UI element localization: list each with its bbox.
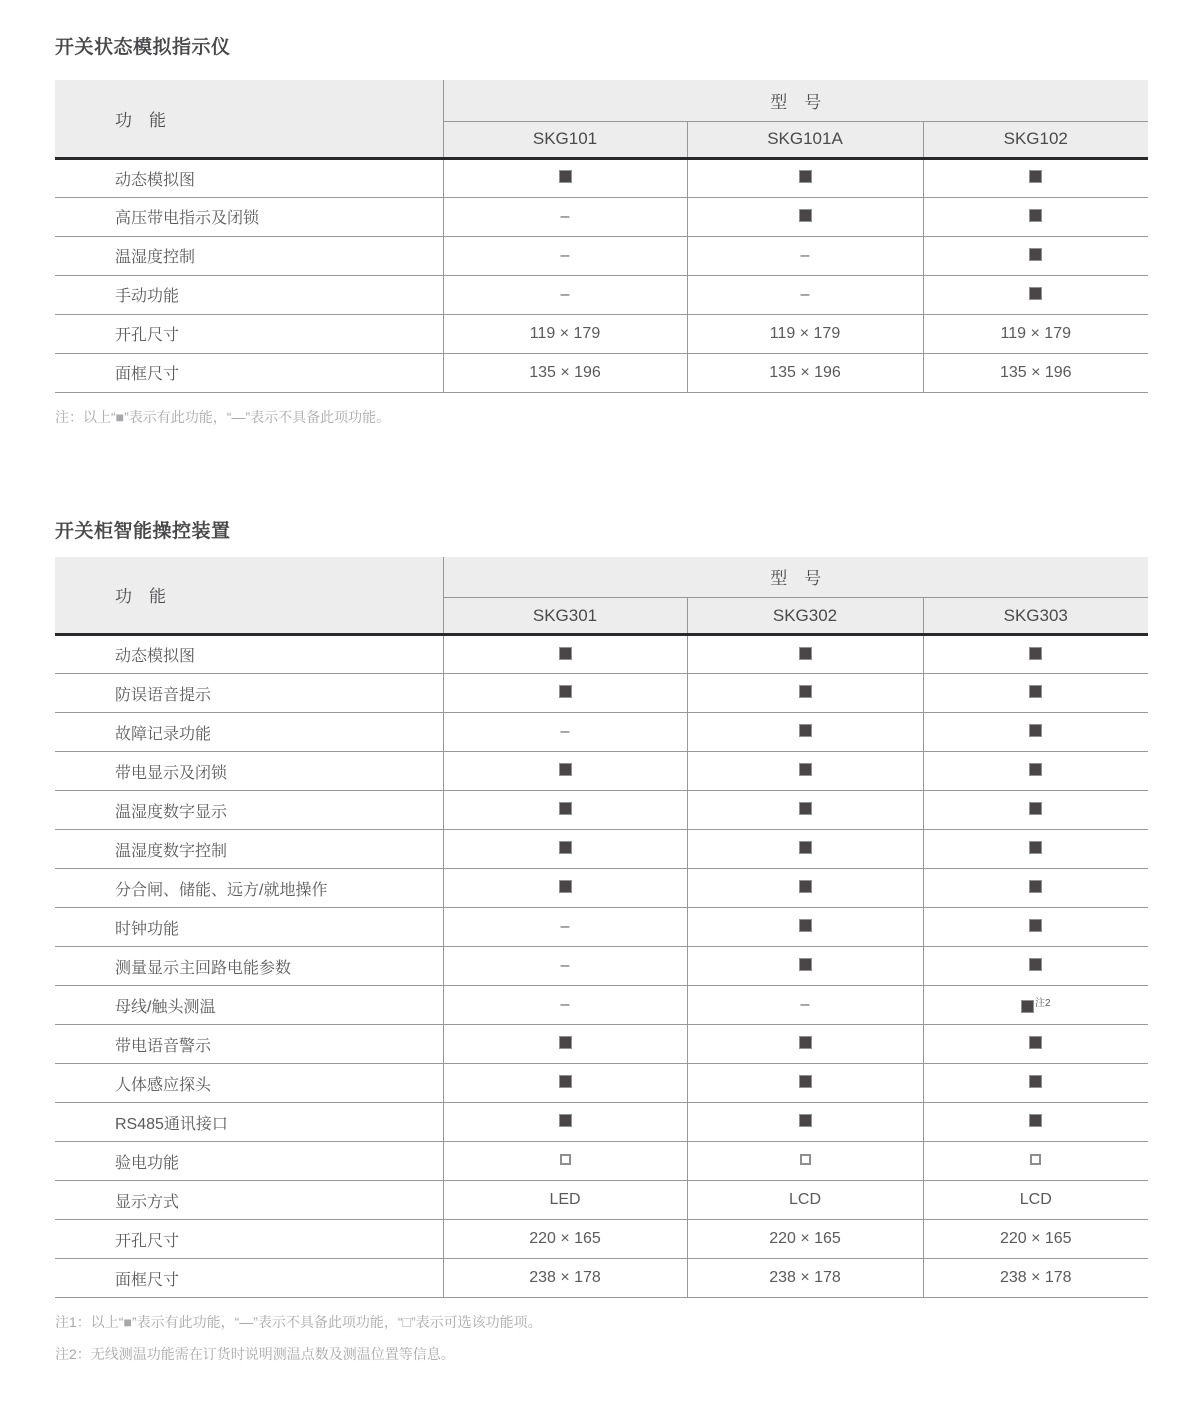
table-row: [55, 236, 1148, 275]
filled-square-icon: [1029, 880, 1042, 893]
feature-cell-text: 220 × 165: [443, 1220, 687, 1259]
feature-cell: [687, 1103, 923, 1142]
table-row: [55, 947, 1148, 986]
feature-cell-text: 220 × 165: [923, 1220, 1148, 1259]
feature-cell-dash: –: [687, 236, 923, 275]
feature-cell: [687, 635, 923, 674]
feature-cell-dash: –: [687, 275, 923, 314]
row-label: 温湿度控制: [55, 236, 443, 275]
feature-cell: [443, 158, 687, 197]
filled-square-icon: [1029, 958, 1042, 971]
feature-cell-dash: –: [443, 275, 687, 314]
filled-square-icon: [559, 685, 572, 698]
feature-cell: [923, 947, 1148, 986]
model-header-skg101a: SKG101A: [687, 121, 923, 158]
row-label: 验电功能: [55, 1142, 443, 1181]
row-label: 面框尺寸: [55, 353, 443, 392]
filled-square-icon: [799, 763, 812, 776]
filled-square-icon: [1029, 1114, 1042, 1127]
filled-square-icon: [799, 685, 812, 698]
feature-cell-text: 238 × 178: [923, 1259, 1148, 1298]
filled-square-icon: [559, 170, 572, 183]
feature-cell-dash: –: [687, 986, 923, 1025]
filled-square-icon: [559, 647, 572, 660]
open-square-icon: [1030, 1154, 1041, 1165]
filled-square-icon: [1029, 1036, 1042, 1049]
feature-cell: [923, 752, 1148, 791]
feature-cell: [443, 830, 687, 869]
filled-square-icon: [1021, 1000, 1034, 1013]
feature-cell: [443, 752, 687, 791]
filled-square-icon: [799, 170, 812, 183]
filled-square-icon: [559, 763, 572, 776]
table-row: [55, 830, 1148, 869]
model-group-header: 型 号: [443, 80, 1148, 121]
row-label: 高压带电指示及闭锁: [55, 197, 443, 236]
feature-cell: [923, 830, 1148, 869]
section-title: 开关柜智能操控装置: [55, 520, 231, 542]
table-row: [55, 1220, 1148, 1259]
function-column-header: 功 能: [55, 80, 443, 158]
filled-square-icon: [1029, 647, 1042, 660]
table-row: [55, 1142, 1148, 1181]
feature-cell: [923, 869, 1148, 908]
feature-cell: [923, 674, 1148, 713]
feature-cell: [923, 1025, 1148, 1064]
filled-square-icon: [559, 1075, 572, 1088]
row-label: 面框尺寸: [55, 1259, 443, 1298]
filled-square-icon: [559, 1036, 572, 1049]
filled-square-icon: [559, 880, 572, 893]
row-label: 开孔尺寸: [55, 1220, 443, 1259]
table-row: [55, 713, 1148, 752]
open-square-icon: [560, 1154, 571, 1165]
feature-cell: [687, 869, 923, 908]
model-header-skg301: SKG301: [443, 598, 687, 635]
feature-cell-text: 119 × 179: [443, 314, 687, 353]
table-body: [55, 158, 1148, 392]
feature-cell: [443, 1064, 687, 1103]
filled-square-icon: [1029, 724, 1042, 737]
feature-cell: [443, 1025, 687, 1064]
note-reference: 注2: [1034, 997, 1051, 1009]
feature-cell: [687, 158, 923, 197]
feature-cell-text: LED: [443, 1181, 687, 1220]
model-header-skg101: SKG101: [443, 121, 687, 158]
table-note-1: 注1：以上“■”表示有此功能，“—”表示不具备此项功能，“□”表示可选该功能项。: [55, 1314, 542, 1330]
filled-square-icon: [1029, 763, 1042, 776]
function-column-header: 功 能: [55, 557, 443, 635]
feature-cell: [923, 1103, 1148, 1142]
filled-square-icon: [799, 919, 812, 932]
table-row: [55, 1103, 1148, 1142]
filled-square-icon: [799, 802, 812, 815]
table-row: [55, 1259, 1148, 1298]
feature-cell: [443, 1142, 687, 1181]
filled-square-icon: [1029, 685, 1042, 698]
table-header: [55, 557, 1148, 635]
model-group-header: 型 号: [443, 557, 1148, 598]
row-label: 动态模拟图: [55, 635, 443, 674]
table-header: [55, 80, 1148, 158]
table-note-2: 注2：无线测温功能需在订货时说明测温点数及测温位置等信息。: [55, 1346, 455, 1362]
row-label: 开孔尺寸: [55, 314, 443, 353]
filled-square-icon: [799, 958, 812, 971]
filled-square-icon: [559, 841, 572, 854]
feature-cell-dash: –: [443, 197, 687, 236]
filled-square-icon: [799, 209, 812, 222]
feature-cell: [687, 830, 923, 869]
filled-square-icon: [1029, 248, 1042, 261]
row-label: 故障记录功能: [55, 713, 443, 752]
table-row: [55, 158, 1148, 197]
feature-cell-dash: –: [443, 713, 687, 752]
feature-cell: [443, 635, 687, 674]
feature-cell-text: 238 × 178: [443, 1259, 687, 1298]
feature-cell: [923, 1142, 1148, 1181]
table-body: [55, 635, 1148, 1298]
filled-square-icon: [1029, 1075, 1042, 1088]
table-row: [55, 986, 1148, 1025]
table-row: [55, 1025, 1148, 1064]
filled-square-icon: [1029, 209, 1042, 222]
feature-cell: [443, 1103, 687, 1142]
table-row: [55, 275, 1148, 314]
table-row: [55, 1181, 1148, 1220]
feature-cell: [923, 791, 1148, 830]
filled-square-icon: [559, 802, 572, 815]
section-switch-status-indicator: [55, 34, 1147, 428]
row-label: 分合闸、储能、远方/就地操作: [55, 869, 443, 908]
feature-cell: [443, 791, 687, 830]
filled-square-icon: [1029, 802, 1042, 815]
row-label: RS485通讯接口: [55, 1103, 443, 1142]
feature-cell: [923, 986, 1148, 1025]
table-note: 注：以上“■”表示有此功能，“—”表示不具备此项功能。: [55, 408, 391, 425]
table-row: [55, 635, 1148, 674]
feature-cell: [687, 197, 923, 236]
feature-cell-dash: –: [443, 947, 687, 986]
feature-cell: [443, 674, 687, 713]
filled-square-icon: [1029, 919, 1042, 932]
section-title: 开关状态模拟指示仪: [55, 37, 231, 58]
table-row: [55, 869, 1148, 908]
feature-cell-dash: –: [443, 986, 687, 1025]
feature-cell: [687, 1025, 923, 1064]
model-header-skg102: SKG102: [923, 121, 1148, 158]
filled-square-icon: [799, 841, 812, 854]
filled-square-icon: [799, 724, 812, 737]
table-row: [55, 791, 1148, 830]
row-label: 温湿度数字控制: [55, 830, 443, 869]
table-row: [55, 752, 1148, 791]
feature-cell-text: 135 × 196: [687, 353, 923, 392]
row-label: 显示方式: [55, 1181, 443, 1220]
feature-cell: [443, 869, 687, 908]
feature-cell-text: 119 × 179: [687, 314, 923, 353]
feature-cell: [923, 158, 1148, 197]
feature-cell: [687, 1064, 923, 1103]
feature-cell-text: 135 × 196: [923, 353, 1148, 392]
filled-square-icon: [799, 1075, 812, 1088]
section-switchgear-control-device: [55, 518, 1147, 1366]
feature-cell: [923, 1064, 1148, 1103]
table-row: [55, 353, 1148, 392]
feature-cell-text: 220 × 165: [687, 1220, 923, 1259]
table-row: [55, 314, 1148, 353]
filled-square-icon: [799, 647, 812, 660]
feature-cell-text: LCD: [687, 1181, 923, 1220]
feature-cell: [687, 1142, 923, 1181]
feature-cell: [687, 752, 923, 791]
row-label: 动态模拟图: [55, 158, 443, 197]
row-label: 带电语音警示: [55, 1025, 443, 1064]
filled-square-icon: [559, 1114, 572, 1127]
feature-cell: [923, 908, 1148, 947]
feature-cell-text: LCD: [923, 1181, 1148, 1220]
spec-table-skg100-series: [55, 80, 1148, 393]
feature-cell: [923, 275, 1148, 314]
model-header-skg303: SKG303: [923, 598, 1148, 635]
filled-square-icon: [1029, 170, 1042, 183]
filled-square-icon: [1029, 287, 1042, 300]
feature-cell: [687, 908, 923, 947]
feature-cell-text: 238 × 178: [687, 1259, 923, 1298]
feature-cell: [923, 197, 1148, 236]
feature-cell: [923, 635, 1148, 674]
feature-cell-text: 135 × 196: [443, 353, 687, 392]
feature-cell: [687, 791, 923, 830]
row-label: 防误语音提示: [55, 674, 443, 713]
feature-cell: [923, 713, 1148, 752]
feature-cell: [687, 713, 923, 752]
open-square-icon: [800, 1154, 811, 1165]
feature-cell: [923, 236, 1148, 275]
filled-square-icon: [1029, 841, 1042, 854]
table-row: [55, 1064, 1148, 1103]
feature-cell: [687, 947, 923, 986]
filled-square-icon: [799, 1114, 812, 1127]
row-label: 带电显示及闭锁: [55, 752, 443, 791]
row-label: 测量显示主回路电能参数: [55, 947, 443, 986]
filled-square-icon: [799, 1036, 812, 1049]
feature-cell-dash: –: [443, 236, 687, 275]
row-label: 时钟功能: [55, 908, 443, 947]
table-row: [55, 674, 1148, 713]
row-label: 母线/触头测温: [55, 986, 443, 1025]
spec-table-skg300-series: [55, 557, 1148, 1299]
row-label: 人体感应探头: [55, 1064, 443, 1103]
feature-cell-dash: –: [443, 908, 687, 947]
row-label: 手动功能: [55, 275, 443, 314]
model-header-skg302: SKG302: [687, 598, 923, 635]
feature-cell-text: 119 × 179: [923, 314, 1148, 353]
table-row: [55, 908, 1148, 947]
feature-cell: [687, 674, 923, 713]
filled-square-icon: [799, 880, 812, 893]
table-row: [55, 197, 1148, 236]
row-label: 温湿度数字显示: [55, 791, 443, 830]
